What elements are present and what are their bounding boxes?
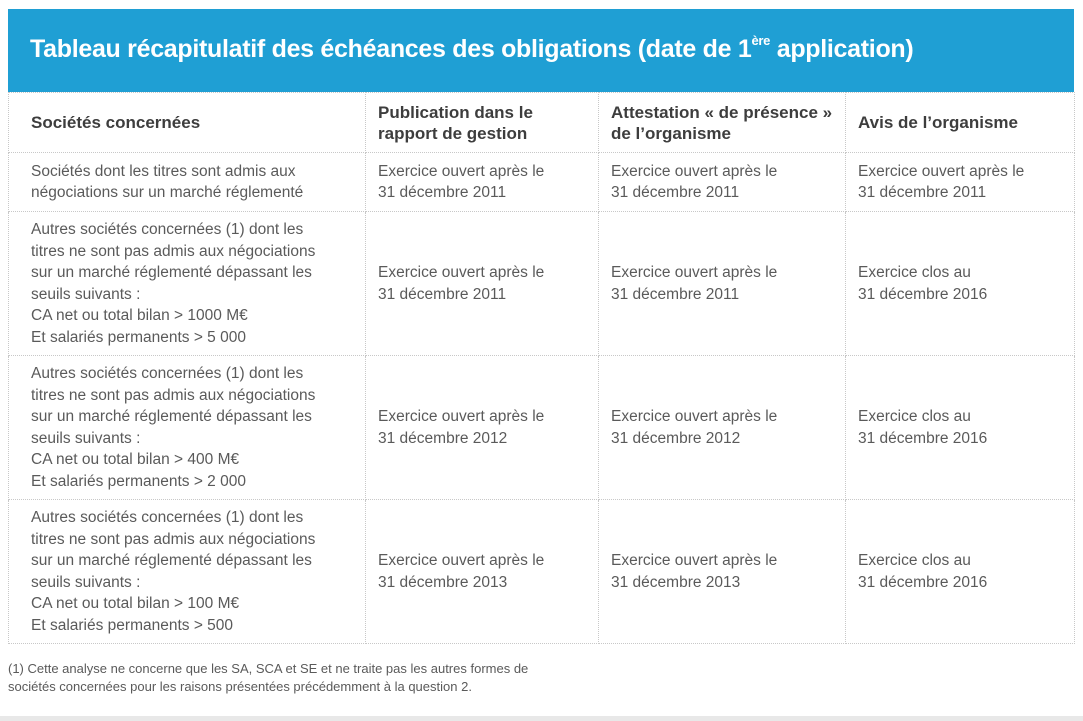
footnote	[8, 660, 708, 696]
cell-attestation: Exercice ouvert après le 31 décembre 2011	[599, 212, 846, 356]
table-row	[9, 500, 1075, 644]
header-attestation: Attestation « de présence » de l’organisme	[599, 93, 846, 153]
cell-attestation: Exercice ouvert après le 31 décembre 2013	[599, 500, 846, 644]
page-title-superscript: ère	[751, 32, 771, 48]
cell-societes: Autres sociétés concernées (1) dont les titres ne sont pas admis aux négociations sur un marché réglementé dépassant les seuils suivants : CA net ou total bilan > 400 M€ Et salariés permanents > 2 000	[9, 356, 366, 500]
table-row	[9, 153, 1075, 212]
cell-societes: Autres sociétés concernées (1) dont les titres ne sont pas admis aux négociations sur un marché réglementé dépassant les seuils suivants : CA net ou total bilan > 1000 M€ Et salariés permanents > 5 000	[9, 212, 366, 356]
title-banner	[8, 9, 1074, 92]
cell-attestation: Exercice ouvert après le 31 décembre 2011	[599, 153, 846, 212]
page-title-end: application)	[770, 35, 914, 63]
page-title	[30, 32, 914, 64]
page-title-main: Tableau récapitulatif des échéances des obligations (date de 1	[30, 35, 752, 63]
cell-publication: Exercice ouvert après le 31 décembre 2012	[366, 356, 599, 500]
cell-societes: Sociétés dont les titres sont admis aux négociations sur un marché réglementé	[9, 153, 366, 212]
cell-avis: Exercice clos au 31 décembre 2016	[846, 212, 1075, 356]
obligations-table	[8, 92, 1075, 644]
header-societes: Sociétés concernées	[9, 93, 366, 153]
header-publication: Publication dans le rapport de gestion	[366, 93, 599, 153]
table-row	[9, 212, 1075, 356]
header-avis: Avis de l’organisme	[846, 93, 1075, 153]
cell-avis: Exercice ouvert après le 31 décembre 2011	[846, 153, 1075, 212]
cell-avis: Exercice clos au 31 décembre 2016	[846, 356, 1075, 500]
table-row	[9, 356, 1075, 500]
footnote-line: sociétés concernées pour les raisons présentées précédemment à la question 2.	[8, 679, 472, 694]
cell-publication: Exercice ouvert après le 31 décembre 2011	[366, 153, 599, 212]
cell-avis: Exercice clos au 31 décembre 2016	[846, 500, 1075, 644]
cell-publication: Exercice ouvert après le 31 décembre 2013	[366, 500, 599, 644]
footnote-line: (1) Cette analyse ne concerne que les SA, SCA et SE et ne traite pas les autres formes de	[8, 661, 529, 676]
cell-societes: Autres sociétés concernées (1) dont les titres ne sont pas admis aux négociations sur un marché réglementé dépassant les seuils suivants : CA net ou total bilan > 100 M€ Et salariés permanents > 500	[9, 500, 366, 644]
cell-attestation: Exercice ouvert après le 31 décembre 2012	[599, 356, 846, 500]
bottom-divider	[0, 716, 1083, 721]
table-header-row	[9, 93, 1075, 153]
cell-publication: Exercice ouvert après le 31 décembre 2011	[366, 212, 599, 356]
